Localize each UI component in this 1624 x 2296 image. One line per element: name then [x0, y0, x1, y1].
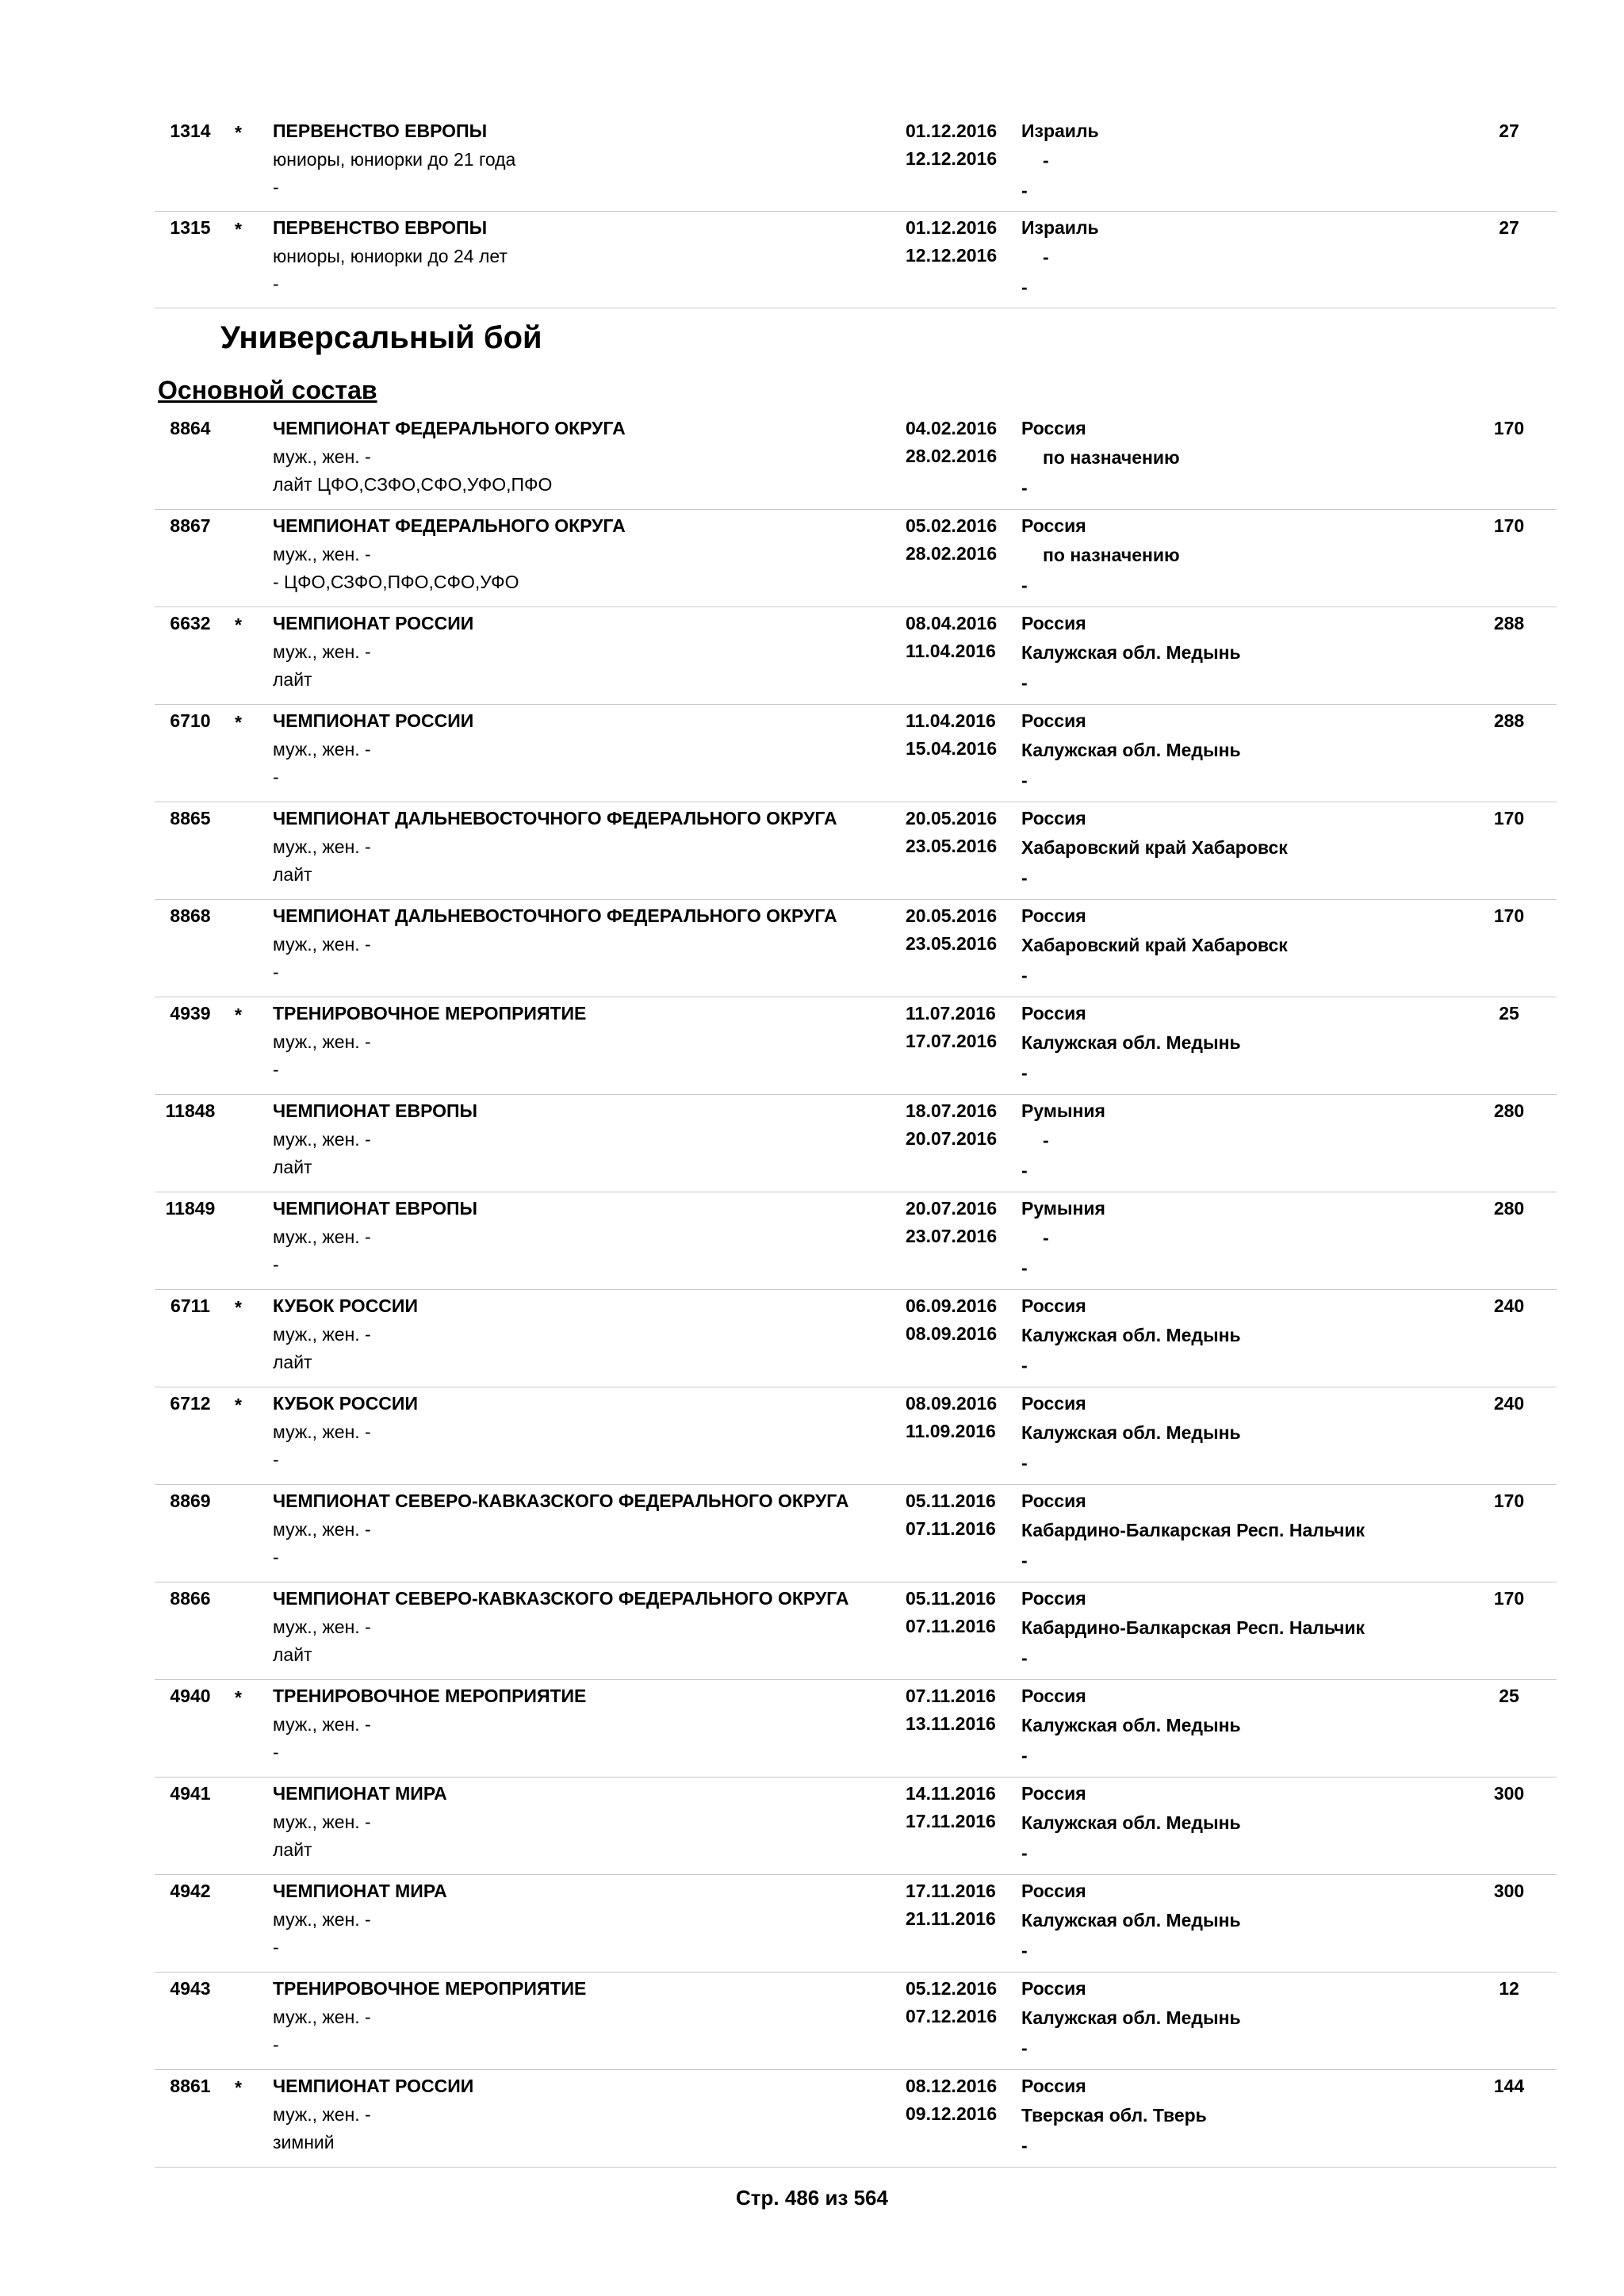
end-date: 17.11.2016 — [906, 1811, 996, 1831]
event-title: КУБОК РОССИИ — [273, 1393, 418, 1414]
event-country: Россия — [1021, 1393, 1086, 1414]
section-title: Универсальный бой — [220, 320, 542, 355]
event-number: 6710 — [170, 710, 211, 731]
event-title: ЧЕМПИОНАТ ЕВРОПЫ — [273, 1198, 478, 1219]
subsection-title: Основной состав — [158, 376, 377, 404]
event-region: Калужская обл. Медынь — [1021, 1422, 1241, 1443]
end-date: 15.04.2016 — [906, 738, 998, 759]
event-extra: - — [1021, 1550, 1028, 1571]
event-extra: - — [1021, 477, 1028, 498]
start-date: 04.02.2016 — [906, 418, 998, 438]
event-region: Калужская обл. Медынь — [1021, 1715, 1241, 1735]
event-participants: муж., жен. - — [273, 739, 371, 760]
event-number: 4943 — [170, 1978, 211, 1999]
event-number: 6712 — [170, 1393, 211, 1414]
event-country: Россия — [1021, 1978, 1086, 1999]
event-region: Калужская обл. Медынь — [1021, 1032, 1241, 1053]
participant-count: 300 — [1493, 1783, 1525, 1804]
event-notes: - — [273, 1742, 279, 1762]
event-country: Россия — [1021, 613, 1086, 633]
participant-count: 280 — [1493, 1100, 1525, 1121]
star-marker: * — [235, 1297, 242, 1318]
end-date: 09.12.2016 — [906, 2103, 998, 2124]
table-row — [155, 1192, 1557, 1290]
end-date: 20.07.2016 — [906, 1128, 998, 1149]
start-date: 08.12.2016 — [906, 2076, 998, 2096]
event-extra: - — [1021, 1355, 1028, 1376]
start-date: 20.05.2016 — [906, 808, 998, 828]
event-notes: - — [273, 274, 279, 294]
event-region: Калужская обл. Медынь — [1021, 642, 1241, 663]
event-participants: муж., жен. - — [273, 1324, 371, 1345]
start-date: 05.11.2016 — [906, 1490, 996, 1511]
start-date: 11.04.2016 — [906, 710, 996, 731]
event-notes: лайт — [273, 669, 312, 690]
event-notes: - — [273, 1937, 279, 1957]
table-row — [155, 802, 1557, 900]
event-extra: - — [1021, 1843, 1028, 1863]
end-date: 17.07.2016 — [906, 1031, 998, 1051]
participant-count: 12 — [1499, 1978, 1519, 1999]
event-participants: муж., жен. - — [273, 1617, 371, 1637]
participant-count: 240 — [1493, 1393, 1525, 1414]
event-notes: - — [273, 1547, 279, 1567]
table-row — [155, 607, 1557, 705]
event-title: ЧЕМПИОНАТ МИРА — [273, 1783, 447, 1804]
event-number: 8865 — [170, 808, 211, 828]
start-date: 01.12.2016 — [906, 121, 998, 141]
event-country: Румыния — [1021, 1198, 1105, 1219]
event-number: 6632 — [170, 613, 211, 633]
event-extra: - — [1021, 1940, 1028, 1961]
end-date: 12.12.2016 — [906, 148, 998, 169]
event-country: Израиль — [1021, 121, 1099, 141]
end-date: 07.12.2016 — [906, 2006, 998, 2026]
participant-count: 27 — [1499, 217, 1519, 238]
table-row — [155, 115, 1557, 212]
event-region: Калужская обл. Медынь — [1021, 740, 1241, 760]
start-date: 14.11.2016 — [906, 1783, 996, 1804]
participant-count: 288 — [1493, 710, 1525, 731]
event-extra: - — [1021, 770, 1028, 790]
event-title: ЧЕМПИОНАТ СЕВЕРО-КАВКАЗСКОГО ФЕДЕРАЛЬНОГО ОКРУГА — [273, 1588, 849, 1609]
table-row — [155, 1485, 1557, 1582]
event-country: Россия — [1021, 808, 1086, 828]
event-country: Россия — [1021, 1490, 1086, 1511]
star-marker: * — [235, 219, 242, 239]
end-date: 11.09.2016 — [906, 1421, 996, 1441]
event-region: Калужская обл. Медынь — [1021, 1325, 1241, 1345]
event-region: Тверская обл. Тверь — [1021, 2105, 1207, 2126]
event-country: Россия — [1021, 515, 1086, 536]
end-date: 07.11.2016 — [906, 1616, 996, 1636]
end-date: 11.04.2016 — [906, 641, 996, 661]
table-row — [155, 997, 1557, 1095]
table-row — [155, 1290, 1557, 1387]
start-date: 07.11.2016 — [906, 1686, 996, 1706]
event-number: 6711 — [170, 1295, 210, 1316]
event-participants: муж., жен. - — [273, 1909, 371, 1930]
star-marker: * — [235, 1004, 242, 1025]
event-participants: муж., жен. - — [273, 1519, 371, 1540]
event-participants: юниоры, юниорки до 24 лет — [273, 246, 508, 266]
event-notes: лайт — [273, 1839, 312, 1860]
event-notes: - — [273, 962, 279, 982]
participant-count: 280 — [1493, 1198, 1525, 1219]
event-participants: муж., жен. - — [273, 2104, 371, 2125]
event-number: 8866 — [170, 1588, 211, 1609]
event-region: - — [1043, 1227, 1049, 1248]
participant-count: 170 — [1493, 1588, 1525, 1609]
event-title: ЧЕМПИОНАТ ДАЛЬНЕВОСТОЧНОГО ФЕДЕРАЛЬНОГО ОКРУГА — [273, 808, 837, 828]
event-notes: лайт — [273, 864, 312, 885]
event-title: КУБОК РОССИИ — [273, 1295, 418, 1316]
event-notes: лайт — [273, 1352, 312, 1372]
table-row — [155, 412, 1557, 510]
event-number: 4939 — [170, 1003, 211, 1024]
table-row — [155, 212, 1557, 308]
event-title: ЧЕМПИОНАТ РОССИИ — [273, 710, 474, 731]
event-country: Россия — [1021, 1686, 1086, 1706]
event-notes: - — [273, 177, 279, 197]
table-row — [155, 2070, 1557, 2168]
event-number: 4940 — [170, 1686, 211, 1706]
event-country: Россия — [1021, 1783, 1086, 1804]
event-number: 8868 — [170, 905, 211, 926]
event-extra: - — [1021, 575, 1028, 595]
start-date: 01.12.2016 — [906, 217, 998, 238]
event-table — [155, 412, 1557, 2168]
event-region: - — [1043, 150, 1049, 170]
start-date: 08.09.2016 — [906, 1393, 998, 1414]
event-participants: муж., жен. - — [273, 446, 371, 467]
participant-count: 170 — [1493, 1490, 1525, 1511]
end-date: 28.02.2016 — [906, 543, 998, 564]
event-title: ТРЕНИРОВОЧНОЕ МЕРОПРИЯТИЕ — [273, 1978, 587, 1999]
event-number: 8864 — [170, 418, 211, 438]
event-notes: - — [273, 767, 279, 787]
event-extra: - — [1021, 867, 1028, 888]
event-title: ЧЕМПИОНАТ МИРА — [273, 1881, 447, 1901]
participant-count: 240 — [1493, 1295, 1525, 1316]
table-row — [155, 1875, 1557, 1973]
event-participants: муж., жен. - — [273, 1714, 371, 1735]
table-row — [155, 900, 1557, 997]
event-title: ЧЕМПИОНАТ СЕВЕРО-КАВКАЗСКОГО ФЕДЕРАЛЬНОГО ОКРУГА — [273, 1490, 849, 1511]
event-notes: зимний — [273, 2132, 335, 2152]
event-notes: лайт — [273, 1157, 312, 1177]
event-region: Кабардино-Балкарская Респ. Нальчик — [1021, 1520, 1365, 1540]
event-extra: - — [1021, 1062, 1028, 1083]
event-title: ПЕРВЕНСТВО ЕВРОПЫ — [273, 121, 488, 141]
event-title: ЧЕМПИОНАТ РОССИИ — [273, 613, 474, 633]
participant-count: 170 — [1493, 905, 1525, 926]
event-region: Кабардино-Балкарская Респ. Нальчик — [1021, 1617, 1365, 1638]
event-country: Россия — [1021, 1881, 1086, 1901]
star-marker: * — [235, 614, 242, 635]
start-date: 06.09.2016 — [906, 1295, 998, 1316]
event-number: 4942 — [170, 1881, 211, 1901]
event-participants: муж., жен. - — [273, 1129, 371, 1150]
event-title: ТРЕНИРОВОЧНОЕ МЕРОПРИЯТИЕ — [273, 1003, 587, 1024]
event-number: 4941 — [170, 1783, 211, 1804]
event-extra: - — [1021, 1745, 1028, 1766]
star-marker: * — [235, 1687, 242, 1708]
event-region: - — [1043, 1130, 1049, 1150]
start-date: 05.12.2016 — [906, 1978, 998, 1999]
event-title: ЧЕМПИОНАТ ДАЛЬНЕВОСТОЧНОГО ФЕДЕРАЛЬНОГО ОКРУГА — [273, 905, 837, 926]
star-marker: * — [235, 122, 242, 143]
event-country: Россия — [1021, 1588, 1086, 1609]
event-participants: муж., жен. - — [273, 1226, 371, 1247]
event-table-previous-section — [155, 115, 1557, 308]
event-region: по назначению — [1043, 447, 1180, 468]
event-region: Калужская обл. Медынь — [1021, 1910, 1241, 1931]
event-extra: - — [1021, 965, 1028, 985]
star-marker: * — [235, 2077, 242, 2098]
event-notes: - ЦФО,СЗФО,ПФО,СФО,УФО — [273, 572, 519, 592]
event-region: - — [1043, 247, 1049, 267]
start-date: 20.05.2016 — [906, 905, 998, 926]
event-notes: лайт — [273, 1644, 312, 1665]
event-number: 11848 — [165, 1100, 216, 1121]
end-date: 23.05.2016 — [906, 836, 998, 856]
end-date: 12.12.2016 — [906, 245, 998, 266]
event-participants: муж., жен. - — [273, 1422, 371, 1442]
event-country: Россия — [1021, 905, 1086, 926]
start-date: 20.07.2016 — [906, 1198, 998, 1219]
event-extra: - — [1021, 2038, 1028, 2058]
event-notes: - — [273, 1449, 279, 1470]
event-participants: муж., жен. - — [273, 836, 371, 857]
start-date: 08.04.2016 — [906, 613, 998, 633]
end-date: 28.02.2016 — [906, 446, 998, 466]
event-notes: - — [273, 2034, 279, 2055]
event-extra: - — [1021, 277, 1028, 297]
start-date: 05.11.2016 — [906, 1588, 996, 1609]
participant-count: 144 — [1493, 2076, 1525, 2096]
start-date: 18.07.2016 — [906, 1100, 998, 1121]
event-title: ПЕРВЕНСТВО ЕВРОПЫ — [273, 217, 488, 238]
event-title: ЧЕМПИОНАТ ФЕДЕРАЛЬНОГО ОКРУГА — [273, 515, 626, 536]
table-row — [155, 1973, 1557, 2070]
event-number: 1314 — [170, 121, 211, 141]
event-participants: муж., жен. - — [273, 1812, 371, 1832]
participant-count: 27 — [1499, 121, 1519, 141]
event-notes: - — [273, 1254, 279, 1275]
table-row — [155, 1777, 1557, 1875]
event-number: 1315 — [170, 217, 211, 238]
event-participants: муж., жен. - — [273, 934, 371, 955]
end-date: 13.11.2016 — [906, 1713, 996, 1734]
participant-count: 170 — [1493, 515, 1525, 536]
event-region: Хабаровский край Хабаровск — [1021, 935, 1288, 955]
event-number: 8869 — [170, 1490, 211, 1511]
event-country: Израиль — [1021, 217, 1099, 238]
participant-count: 170 — [1493, 418, 1525, 438]
event-extra: - — [1021, 1647, 1028, 1668]
event-region: Калужская обл. Медынь — [1021, 2007, 1241, 2028]
participant-count: 170 — [1493, 808, 1525, 828]
event-region: Хабаровский край Хабаровск — [1021, 837, 1288, 858]
participant-count: 300 — [1493, 1881, 1525, 1901]
table-row — [155, 510, 1557, 607]
event-country: Румыния — [1021, 1100, 1105, 1121]
event-country: Россия — [1021, 2076, 1086, 2096]
end-date: 23.07.2016 — [906, 1226, 998, 1246]
event-participants: юниоры, юниорки до 21 года — [273, 149, 516, 170]
event-extra: - — [1021, 1257, 1028, 1278]
event-extra: - — [1021, 180, 1028, 201]
participant-count: 25 — [1499, 1686, 1519, 1706]
event-title: ЧЕМПИОНАТ ФЕДЕРАЛЬНОГО ОКРУГА — [273, 418, 626, 438]
page-number: Стр. 486 из 564 — [736, 2186, 888, 2210]
event-number: 11849 — [165, 1198, 216, 1219]
participant-count: 25 — [1499, 1003, 1519, 1024]
event-extra: - — [1021, 672, 1028, 693]
event-country: Россия — [1021, 1295, 1086, 1316]
start-date: 11.07.2016 — [906, 1003, 996, 1024]
start-date: 05.02.2016 — [906, 515, 998, 536]
table-row — [155, 1387, 1557, 1485]
event-notes: - — [273, 1059, 279, 1080]
table-row — [155, 705, 1557, 802]
event-title: ЧЕМПИОНАТ РОССИИ — [273, 2076, 474, 2096]
event-region: Калужская обл. Медынь — [1021, 1812, 1241, 1833]
event-extra: - — [1021, 2135, 1028, 2156]
table-row — [155, 1095, 1557, 1192]
start-date: 17.11.2016 — [906, 1881, 996, 1901]
event-region: по назначению — [1043, 545, 1180, 565]
event-notes: лайт ЦФО,СЗФО,СФО,УФО,ПФО — [273, 474, 553, 495]
event-extra: - — [1021, 1452, 1028, 1473]
star-marker: * — [235, 1395, 242, 1415]
event-participants: муж., жен. - — [273, 641, 371, 662]
event-number: 8861 — [170, 2076, 211, 2096]
participant-count: 288 — [1493, 613, 1525, 633]
star-marker: * — [235, 712, 242, 733]
table-row — [155, 1680, 1557, 1777]
end-date: 08.09.2016 — [906, 1323, 998, 1344]
end-date: 23.05.2016 — [906, 933, 998, 954]
event-number: 8867 — [170, 515, 211, 536]
event-title: ТРЕНИРОВОЧНОЕ МЕРОПРИЯТИЕ — [273, 1686, 587, 1706]
event-country: Россия — [1021, 418, 1086, 438]
event-country: Россия — [1021, 1003, 1086, 1024]
event-title: ЧЕМПИОНАТ ЕВРОПЫ — [273, 1100, 478, 1121]
end-date: 21.11.2016 — [906, 1908, 996, 1929]
event-country: Россия — [1021, 710, 1086, 731]
end-date: 07.11.2016 — [906, 1518, 996, 1539]
event-extra: - — [1021, 1160, 1028, 1181]
event-participants: муж., жен. - — [273, 1031, 371, 1052]
event-participants: муж., жен. - — [273, 544, 371, 564]
event-participants: муж., жен. - — [273, 2007, 371, 2027]
table-row — [155, 1582, 1557, 1680]
